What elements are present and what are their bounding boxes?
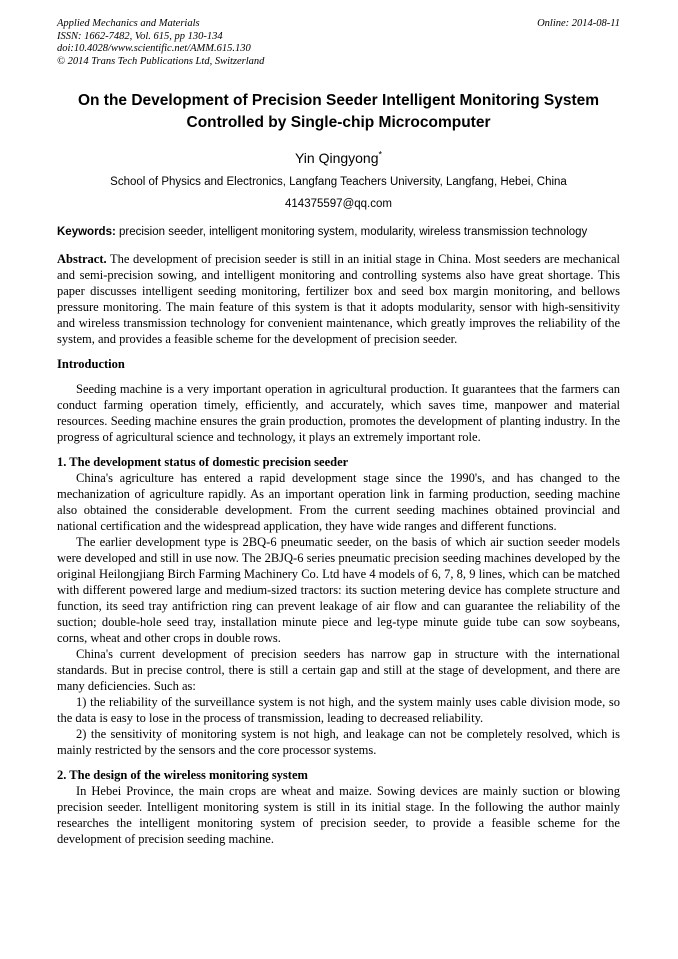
- section-1-paragraph-3: China's current development of precision seeders has narrow gap in structure with the international standards. But in precise control, there is still a certain gap and still at the stage of development, and there are many deficiencies. Such as:: [57, 647, 620, 693]
- author-name: Yin Qingyong: [294, 150, 379, 166]
- section-heading-2: 2. The design of the wireless monitoring system: [57, 768, 308, 782]
- section-1-list-item-1: 1) the reliability of the surveillance system is not high, and the system mainly uses cable division mode, so the data is easy to lose in the process of transmission, leading to decreased reliability.: [57, 695, 620, 725]
- section-2-paragraph-1: In Hebei Province, the main crops are wheat and maize. Sowing devices are mainly suction or blowing precision seeder. Intelligent monitoring system is still in its initial stage. In the following the author mainly researches the intelligent monitoring system of precision seeder, to provide a feasible scheme for the development of precision seeding machine.: [57, 784, 620, 846]
- email-line: 414375597@qq.com: [285, 198, 392, 210]
- section-heading-introduction: Introduction: [57, 357, 125, 371]
- keywords-text: precision seeder, intelligent monitoring system, modularity, wireless transmission technology: [115, 226, 588, 238]
- journal-copyright-line: © 2014 Trans Tech Publications Ltd, Switzerland: [57, 55, 265, 67]
- section-1-paragraph-1: China's agriculture has entered a rapid development stage since the 1990's, and has changed to the mechanization of agriculture rapidly. As an important operation link in farming production, seeding machine also obtained the considerable development. From the current seeding machines obtained provincial and national certification and the widespread application, they have wide ranges and different functions.: [57, 471, 620, 533]
- journal-header: [57, 18, 620, 68]
- abstract-text: The development of precision seeder is still in an initial stage in China. Most seeders are mechanical and semi-precision sowing, and intelligent monitoring and controlling systems also have great shortage. This paper discusses intelligent seeding monitoring, fertilizer box and seed box margin monitoring, and bellows pressure monitoring. The main feature of this system is that it adopts modularity, sensor with high-sensitivity and wireless transmission technology for convenient maintenance, which greatly improves the reliability of the system, and provides a feasible scheme for the development of precision seeder.: [57, 252, 620, 346]
- introduction-paragraph: Seeding machine is a very important operation in agricultural production. It guarantees that the farmers can conduct farming operation timely, efficiently, and accurately, which saves time, manpower and material resources. Seeding machine ensures the grain production, promotes the development of planting industry. In the progress of agricultural science and technology, it plays an extremely important role.: [57, 382, 620, 444]
- journal-header-left: [57, 18, 264, 68]
- section-1-list-item-2: 2) the sensitivity of monitoring system is not high, and leakage can not be completely resolved, which is mainly restricted by the sensors and the core processor systems.: [57, 727, 620, 757]
- keywords-paragraph: [57, 225, 620, 240]
- author-affiliation-marker: *: [378, 149, 383, 160]
- abstract-paragraph: [57, 251, 620, 347]
- journal-doi-line: doi:10.4028/www.scientific.net/AMM.615.130: [57, 43, 251, 54]
- journal-issn-line: ISSN: 1662-7482, Vol. 615, pp 130-134: [57, 30, 223, 42]
- affiliation-line: School of Physics and Electronics, Langfang Teachers University, Langfang, Hebei, China: [110, 176, 567, 188]
- online-date: Online: 2014-08-11: [537, 18, 620, 29]
- section-heading-1: 1. The development status of domestic precision seeder: [57, 455, 349, 469]
- keywords-label: Keywords:: [57, 226, 116, 238]
- abstract-label: Abstract.: [57, 252, 107, 266]
- journal-name: Applied Mechanics and Materials: [57, 18, 200, 29]
- paper-title: On the Development of Precision Seeder Intelligent Monitoring System Controlled by Single-chip Microcomputer: [77, 92, 600, 131]
- section-1-paragraph-2: The earlier development type is 2BQ-6 pneumatic seeder, on the basis of which air suction seeder models were developed and still in use now. The 2BJQ-6 series pneumatic precision seeding machines developed by the original Heilongjiang Birch Farming Machinery Co. Ltd have 4 models of 6, 7, 8, 9 lines, which can be matched with different powered large and medium-sized tractors: its suction metering device has complete structure and function, its seed tray antifriction ring can prevent leakage of air flow and can guarantee the reliability of the suction; double-hole seed tray, installation minute piece and leg-type minute guide tube can sow soybeans, corns, wheat and other crops in double rows.: [57, 535, 620, 645]
- author-line: [57, 150, 620, 166]
